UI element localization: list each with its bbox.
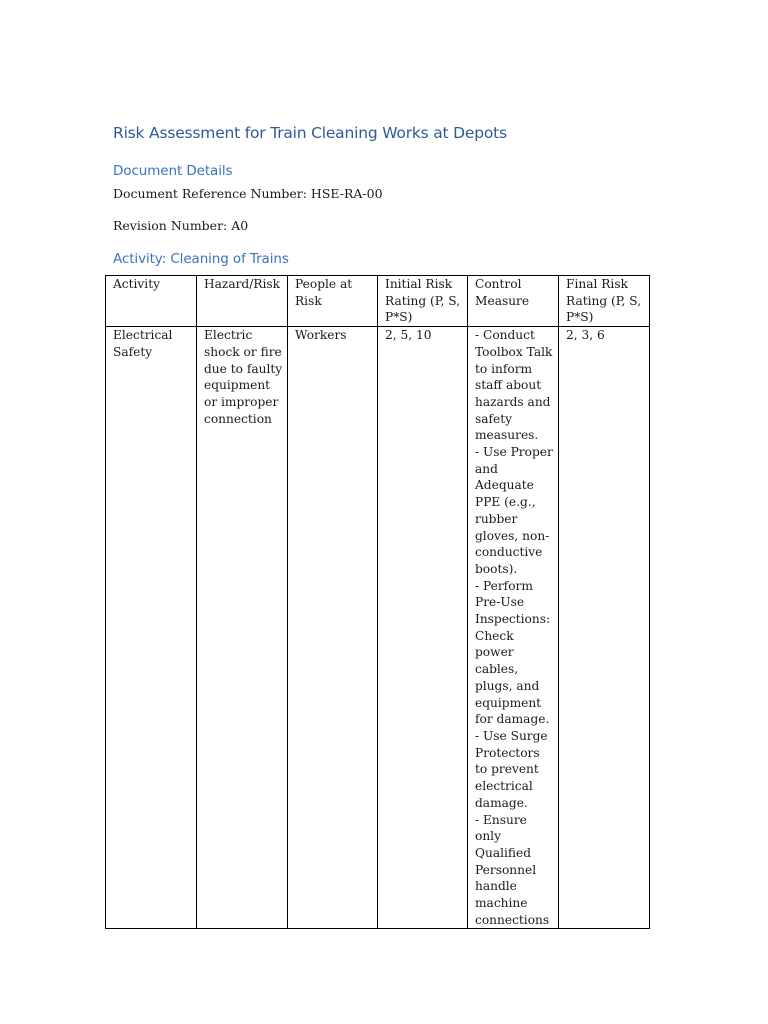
control-measure-item: - Use Surge Protectors to prevent electrical damage. [475, 728, 548, 810]
cell-control-measure [468, 327, 559, 929]
cell-initial-risk-rating: 2, 5, 10 [378, 327, 468, 929]
header-activity: Activity [106, 276, 197, 327]
document-title: Risk Assessment for Train Cleaning Works at Depots [113, 124, 507, 142]
cell-hazard: Electric shock or fire due to faulty equipment or improper connection [197, 327, 288, 929]
cell-final-risk-rating: 2, 3, 6 [559, 327, 650, 929]
revision-number: Revision Number: A0 [113, 218, 249, 233]
cell-people-at-risk: Workers [288, 327, 378, 929]
control-measure-list [475, 327, 554, 928]
document-reference-number: Document Reference Number: HSE-RA-00 [113, 186, 383, 201]
header-people-at-risk: People at Risk [288, 276, 378, 327]
header-hazard-risk: Hazard/Risk [197, 276, 288, 327]
document-details-heading: Document Details [113, 163, 233, 179]
control-measure-item: - Perform Pre-Use Inspections: Check power cables, plugs, and equipment for damage. [475, 578, 551, 727]
control-measure-item: - Ensure only Qualified Personnel handle machine connections [475, 812, 550, 927]
control-measure-item: - Conduct Toolbox Talk to inform staff about hazards and safety measures. [475, 328, 553, 443]
header-control-measure: Control Measure [468, 276, 559, 327]
header-initial-risk-rating: Initial Risk Rating (P, S, P*S) [378, 276, 468, 327]
cell-activity: Electrical Safety [106, 327, 197, 929]
activity-heading: Activity: Cleaning of Trains [113, 251, 289, 267]
control-measure-item: - Use Proper and Adequate PPE (e.g., rubber gloves, non-conductive boots). [475, 445, 553, 576]
risk-assessment-table [105, 275, 650, 929]
table-header-row [106, 276, 650, 327]
table-row [106, 327, 650, 929]
header-final-risk-rating: Final Risk Rating (P, S, P*S) [559, 276, 650, 327]
